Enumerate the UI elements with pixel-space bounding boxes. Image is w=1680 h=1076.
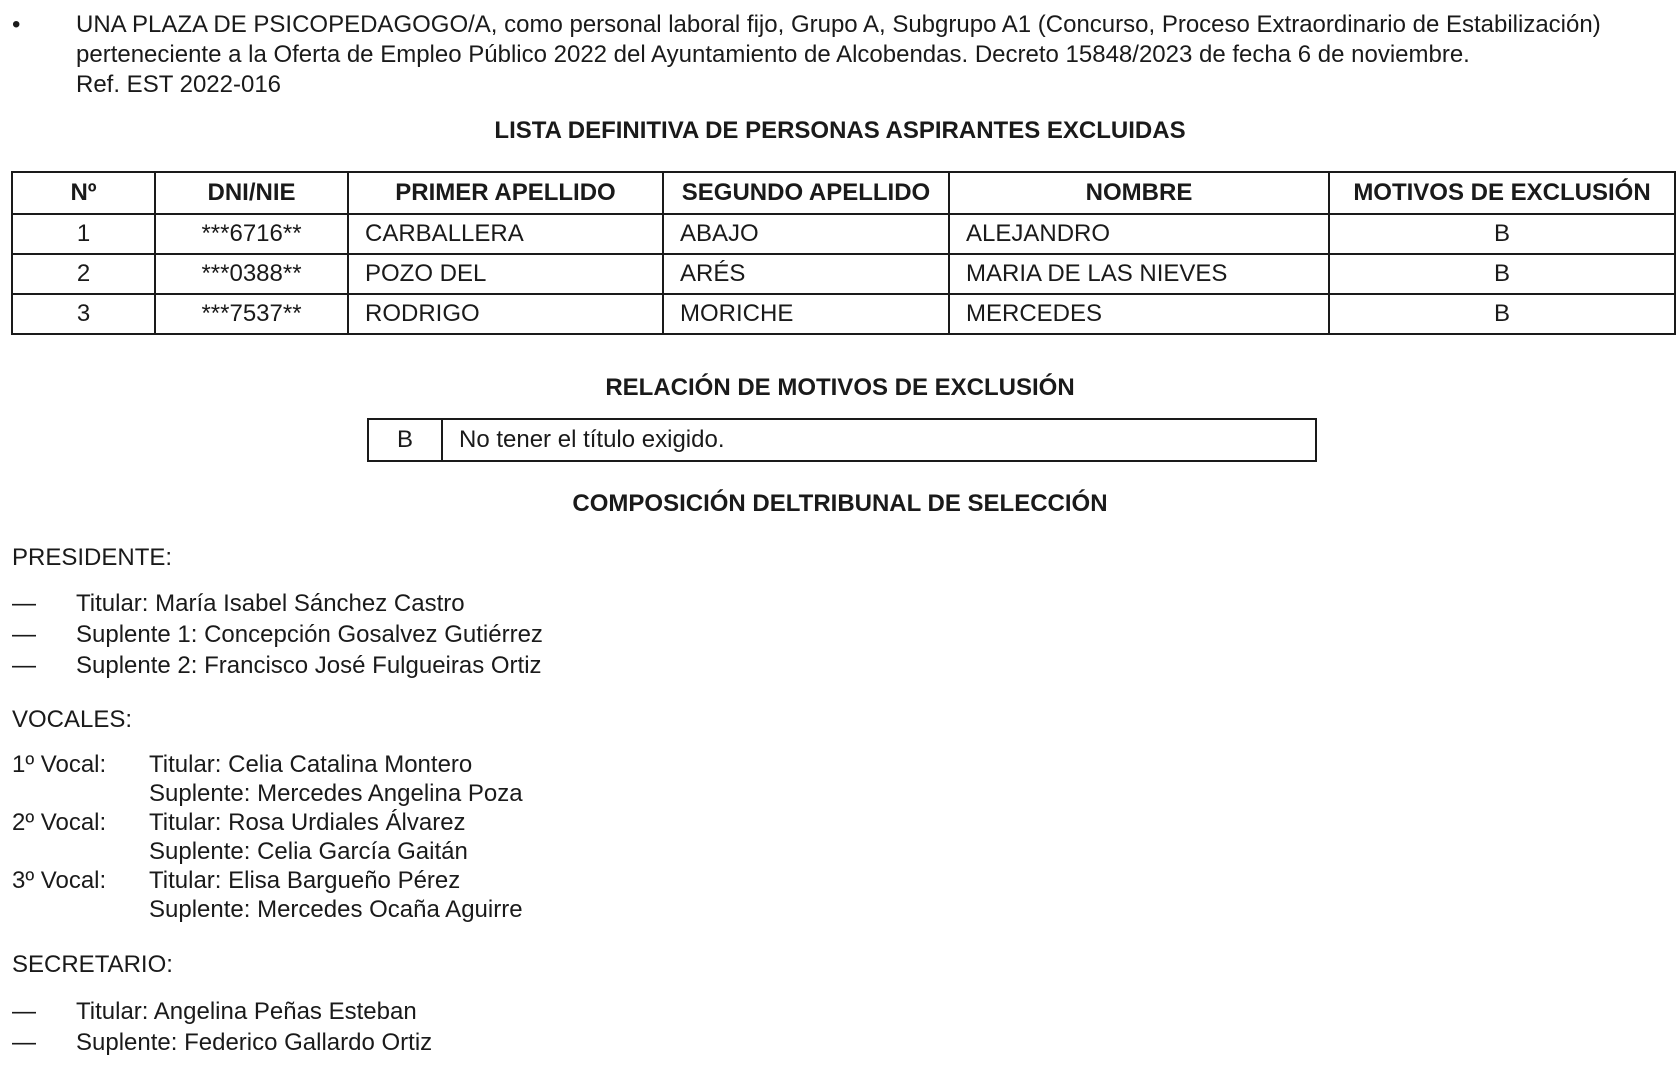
cell-first-surname: CARBALLERA — [348, 214, 663, 254]
member-text: Suplente: Mercedes Ocaña Aguirre — [149, 896, 523, 923]
col-header-name: NOMBRE — [949, 172, 1329, 214]
cell-second-surname: MORICHE — [663, 294, 949, 334]
member-text: Titular: Elisa Bargueño Pérez — [149, 867, 461, 894]
secretary-member — [12, 1028, 432, 1058]
table-row — [368, 419, 1316, 461]
dash: — — [12, 652, 36, 679]
vocal-suplente — [12, 837, 468, 867]
vocal-label: 1º Vocal: — [12, 751, 107, 778]
cell-number: 3 — [12, 294, 155, 334]
dash: — — [12, 1029, 36, 1056]
president-member — [12, 620, 543, 650]
excluded-list-title: LISTA DEFINITIVA DE PERSONAS ASPIRANTES EXCLUIDAS — [494, 117, 1186, 144]
cell-exclusion-reason: B — [1329, 294, 1675, 334]
reason-text: No tener el título exigido. — [442, 419, 1316, 461]
exclusion-reasons-title: RELACIÓN DE MOTIVOS DE EXCLUSIÓN — [605, 374, 1075, 401]
cell-first-surname: RODRIGO — [348, 294, 663, 334]
vocal-suplente — [12, 895, 523, 925]
intro-line: UNA PLAZA DE PSICOPEDAGOGO/A, como personal laboral fijo, Grupo A, Subgrupo A1 (Concurso, Proceso Extraordinario de Estabilización) — [76, 11, 1601, 38]
member-text: Suplente: Federico Gallardo Ortiz — [76, 1029, 433, 1056]
cell-second-surname: ARÉS — [663, 254, 949, 294]
vocal-titular — [12, 808, 466, 838]
cell-name: ALEJANDRO — [949, 214, 1329, 254]
vocal-label: 2º Vocal: — [12, 809, 107, 836]
cell-dni: ***0388** — [155, 254, 348, 294]
vocal-label: 3º Vocal: — [12, 867, 107, 894]
secretary-label: SECRETARIO: — [12, 951, 173, 978]
excluded-table — [11, 171, 1676, 335]
cell-exclusion-reason: B — [1329, 214, 1675, 254]
vocal-titular — [12, 866, 460, 896]
cell-exclusion-reason: B — [1329, 254, 1675, 294]
member-text: Titular: María Isabel Sánchez Castro — [76, 590, 465, 617]
member-text: Suplente: Mercedes Angelina Poza — [149, 780, 523, 807]
vocal-titular — [12, 750, 472, 780]
member-text: Suplente: Celia García Gaitán — [149, 838, 468, 865]
col-header-exclusion-reasons: MOTIVOS DE EXCLUSIÓN — [1329, 172, 1675, 214]
member-text: Titular: Rosa Urdiales Álvarez — [149, 809, 466, 836]
secretary-member — [12, 997, 417, 1027]
col-header-first-surname: PRIMER APELLIDO — [348, 172, 663, 214]
col-header-second-surname: SEGUNDO APELLIDO — [663, 172, 949, 214]
member-text: Titular: Celia Catalina Montero — [149, 751, 473, 778]
intro-line: perteneciente a la Oferta de Empleo Público 2022 del Ayuntamiento de Alcobendas. Decreto 15848/2023 de fecha 6 de noviembre. — [76, 41, 1470, 68]
cell-dni: ***7537** — [155, 294, 348, 334]
intro-paragraph — [12, 10, 1667, 100]
table-row — [12, 214, 1675, 254]
member-text: Suplente 2: Francisco José Fulgueiras Ortiz — [76, 652, 542, 679]
table-row — [12, 294, 1675, 334]
cell-number: 1 — [12, 214, 155, 254]
president-member — [12, 651, 542, 681]
vocal-suplente — [12, 779, 523, 809]
reason-code: B — [368, 419, 442, 461]
member-text: Suplente 1: Concepción Gosalvez Gutiérrez — [76, 621, 543, 648]
cell-first-surname: POZO DEL — [348, 254, 663, 294]
intro-text — [76, 10, 1667, 100]
col-header-dni: DNI/NIE — [155, 172, 348, 214]
member-text: Titular: Angelina Peñas Esteban — [76, 998, 417, 1025]
table-header-row — [12, 172, 1675, 214]
cell-name: MERCEDES — [949, 294, 1329, 334]
exclusion-reasons-table — [367, 418, 1317, 462]
president-label: PRESIDENTE: — [12, 544, 173, 571]
president-member — [12, 589, 465, 619]
col-header-number: Nº — [12, 172, 155, 214]
intro-line: Ref. EST 2022-016 — [76, 71, 282, 98]
dash: — — [12, 590, 36, 617]
vocales-label: VOCALES: — [12, 706, 133, 733]
table-row — [12, 254, 1675, 294]
tribunal-title: COMPOSICIÓN DELTRIBUNAL DE SELECCIÓN — [572, 490, 1108, 517]
cell-dni: ***6716** — [155, 214, 348, 254]
cell-second-surname: ABAJO — [663, 214, 949, 254]
cell-number: 2 — [12, 254, 155, 294]
cell-name: MARIA DE LAS NIEVES — [949, 254, 1329, 294]
dash: — — [12, 998, 36, 1025]
dash: — — [12, 621, 36, 648]
bullet: • — [12, 11, 21, 38]
